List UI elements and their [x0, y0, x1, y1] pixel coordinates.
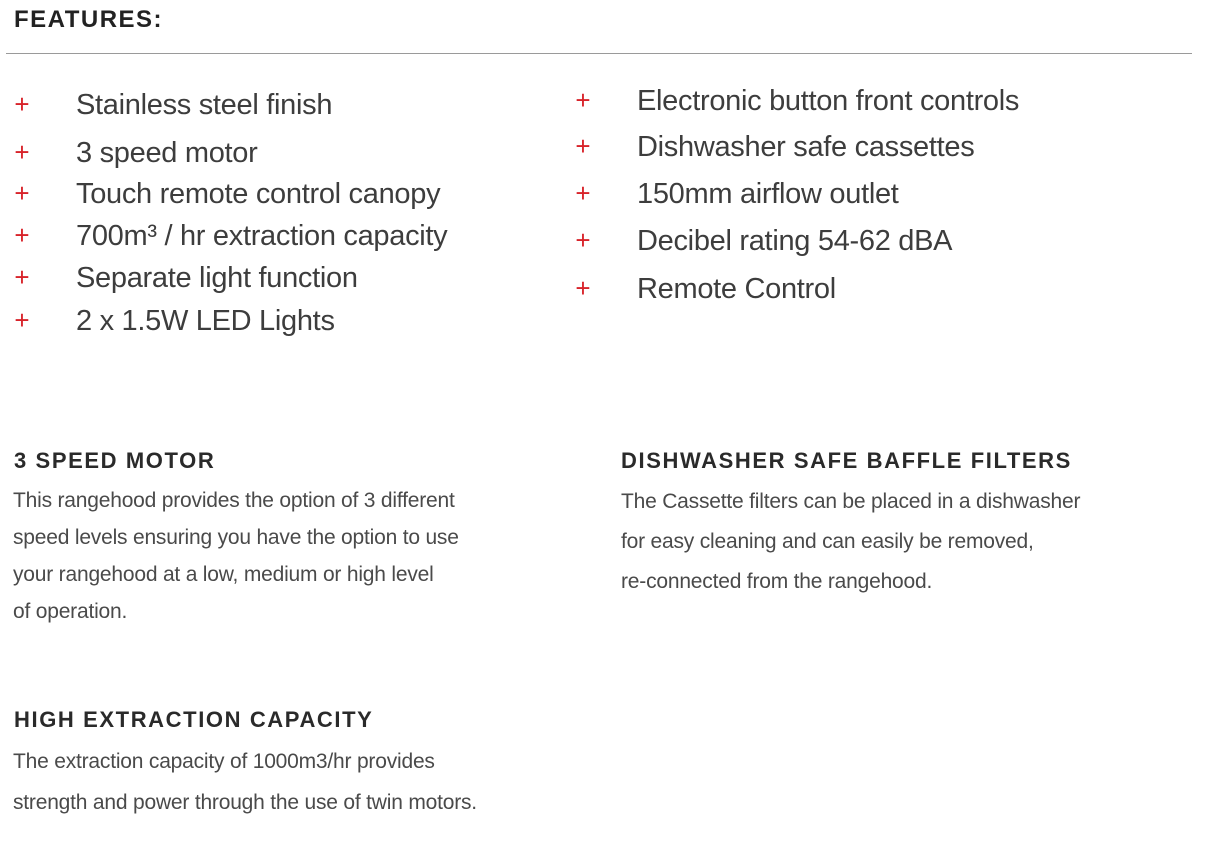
paragraph-line: strength and power through the use of twin motors. [13, 791, 477, 814]
plus-icon: + [575, 85, 591, 115]
plus-icon: + [14, 178, 30, 208]
feature-text: Decibel rating 54-62 dBA [637, 225, 953, 257]
paragraph-line: The Cassette filters can be placed in a dishwasher [621, 490, 1081, 513]
feature-text: Stainless steel finish [76, 89, 333, 121]
paragraph-line: speed levels ensuring you have the option to use [13, 526, 459, 549]
feature-text: 2 x 1.5W LED Lights [76, 305, 335, 337]
section-body-baffle-filters [621, 482, 1080, 602]
paragraph-line: of operation. [13, 600, 128, 623]
section-title-speed-motor: 3 SPEED MOTOR [14, 448, 216, 473]
paragraph-line: The extraction capacity of 1000m3/hr provides [13, 750, 435, 773]
feature-text: Electronic button front controls [637, 85, 1020, 117]
plus-icon: + [14, 137, 30, 167]
feature-text: Remote Control [637, 273, 836, 305]
feature-text: Separate light function [76, 262, 358, 294]
paragraph-line: your rangehood at a low, medium or high level [13, 563, 434, 586]
plus-icon: + [575, 178, 591, 208]
feature-text: Touch remote control canopy [76, 178, 441, 210]
feature-text: 3 speed motor [76, 137, 258, 169]
feature-text: 700m³ / hr extraction capacity [76, 220, 448, 252]
divider [6, 53, 1192, 54]
feature-text: 150mm airflow outlet [637, 178, 899, 210]
paragraph-line: for easy cleaning and can easily be removed, [621, 530, 1034, 553]
plus-icon: + [14, 262, 30, 292]
paragraph-line: re-connected from the rangehood. [621, 570, 933, 593]
plus-icon: + [575, 225, 591, 255]
paragraph-line: This rangehood provides the option of 3 different [13, 489, 455, 512]
plus-icon: + [14, 305, 30, 335]
plus-icon: + [575, 131, 591, 161]
plus-icon: + [575, 273, 591, 303]
section-body-extraction [13, 741, 477, 823]
feature-text: Dishwasher safe cassettes [637, 131, 975, 163]
section-title-baffle-filters: DISHWASHER SAFE BAFFLE FILTERS [621, 448, 1072, 473]
section-title-extraction: HIGH EXTRACTION CAPACITY [14, 707, 374, 732]
plus-icon: + [14, 220, 30, 250]
features-title: FEATURES: [14, 6, 164, 33]
plus-icon: + [14, 89, 30, 119]
section-body-speed-motor [13, 482, 459, 630]
